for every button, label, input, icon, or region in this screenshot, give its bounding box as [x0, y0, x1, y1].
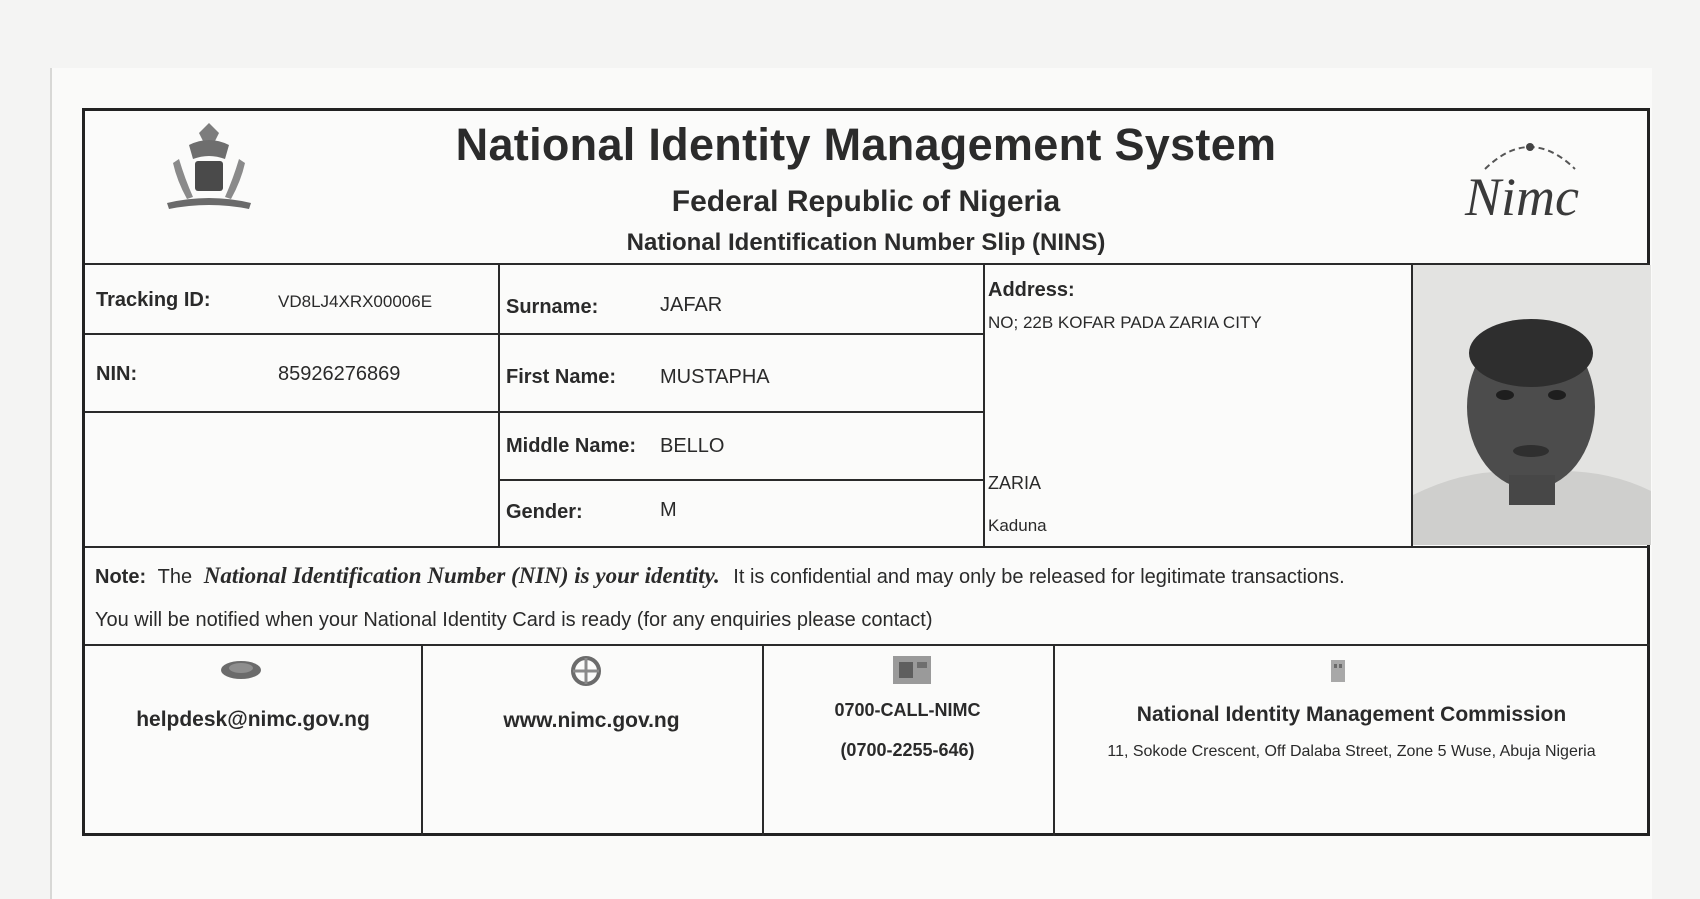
nin-label: NIN:	[96, 363, 138, 385]
tracking-id-label: Tracking ID:	[96, 289, 211, 311]
building-icon	[1327, 656, 1349, 684]
nimc-logo-icon	[1455, 129, 1605, 229]
org-name: National Identity Management Commission	[1136, 703, 1567, 726]
middle-name-label: Middle Name:	[506, 435, 637, 457]
slip-title: National Identification Number Slip (NINS)	[626, 229, 1106, 256]
first-name-value: MUSTAPHA	[660, 366, 770, 388]
note-label: Note:	[95, 566, 147, 588]
divider	[85, 333, 985, 335]
gender-label: Gender:	[506, 501, 583, 523]
org-address: 11, Sokode Crescent, Off Dalaba Street, Zone 5 Wuse, Abuja Nigeria	[1107, 743, 1596, 760]
phone-icon	[891, 654, 933, 686]
divider	[983, 263, 985, 546]
address-line: NO; 22B KOFAR PADA ZARIA CITY	[988, 313, 1262, 332]
address-label: Address:	[988, 279, 1075, 301]
nin-value: 85926276869	[278, 363, 401, 385]
divider	[421, 644, 423, 836]
helpdesk-email: helpdesk@nimc.gov.ng	[136, 708, 370, 731]
phone-digits: (0700-2255-646)	[840, 740, 975, 760]
middle-name-value: BELLO	[660, 435, 725, 457]
address-city: ZARIA	[988, 473, 1042, 493]
first-name-label: First Name:	[506, 366, 617, 388]
email-icon	[219, 656, 263, 684]
divider	[85, 411, 985, 413]
tracking-id-value: VD8LJ4XRX00006E	[278, 292, 433, 311]
surname-label: Surname:	[506, 296, 599, 318]
divider	[85, 546, 1650, 548]
page-subtitle: Federal Republic of Nigeria	[671, 185, 1061, 218]
note-line-2: You will be notified when your National Identity Card is ready (for any enquiries please contact)	[95, 609, 933, 631]
note-the: The	[157, 566, 193, 588]
divider	[85, 644, 1650, 646]
surname-value: JAFAR	[660, 294, 723, 316]
divider	[498, 479, 985, 481]
page-title: National Identity Management System	[455, 119, 1277, 170]
phone-name: 0700-CALL-NIMC	[834, 700, 981, 720]
holder-photo	[1413, 265, 1651, 545]
gender-value: M	[660, 499, 677, 521]
divider	[1053, 644, 1055, 836]
globe-icon	[567, 655, 605, 687]
nimc-logo-text: Nimc	[1465, 167, 1579, 227]
divider	[498, 263, 500, 546]
nin-slip	[82, 108, 1650, 836]
address-state: Kaduna	[988, 516, 1047, 535]
website-link: www.nimc.gov.ng	[503, 709, 680, 732]
note-emphasis: National Identification Number (NIN) is your identity.	[203, 563, 720, 588]
note-line-1	[95, 563, 1345, 589]
note-rest: It is confidential and may only be released for legitimate transactions.	[733, 566, 1345, 588]
